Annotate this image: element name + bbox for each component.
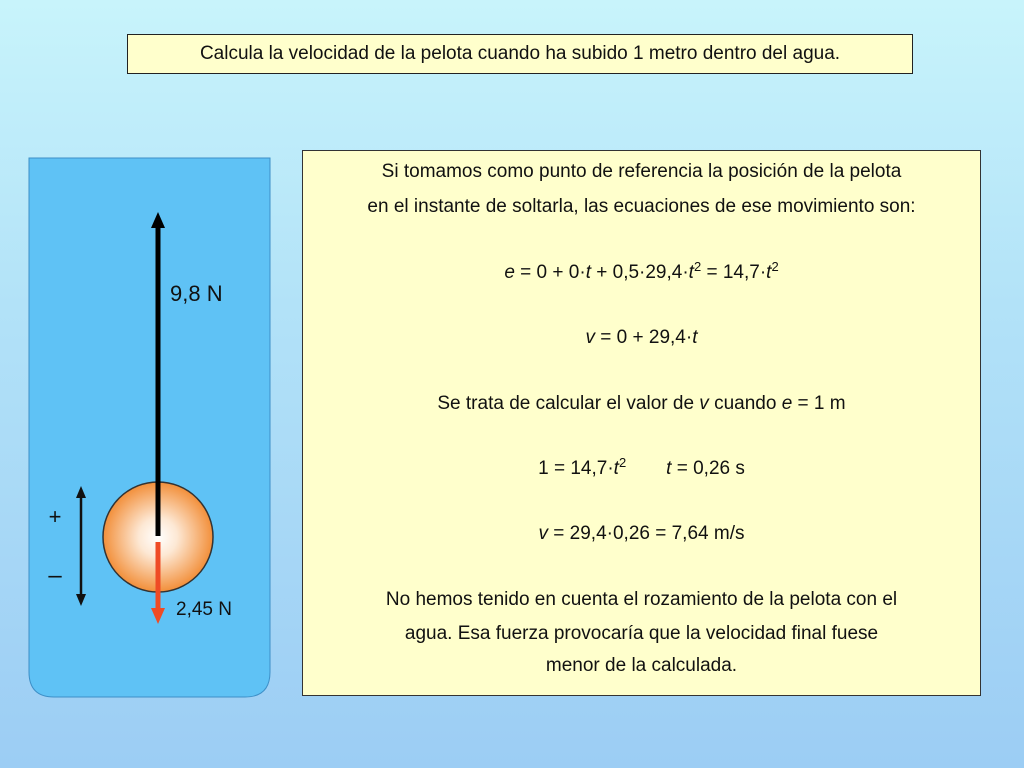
upward-force-label: 9,8 N xyxy=(170,281,223,306)
solution-box xyxy=(302,150,981,696)
position-equation: $e = 0 + 0\cdot t + 0,5\cdot 29,4\cdot t^2 = 14,7\cdot t^2$ xyxy=(504,259,779,283)
force-diagram xyxy=(0,0,300,768)
intro-line-2: en el instante de soltarla, las ecuaciones de ese movimiento son: xyxy=(367,196,916,217)
note-line-3: menor de la calculada. xyxy=(545,655,738,676)
final-velocity: v = 29,4·0,26 = 7,64 m/s xyxy=(538,523,745,544)
velocity-equation: v = 0 + 29,4·t xyxy=(585,327,698,348)
time-calculation: $1 = 14,7\cdot t^2$ t = 0,26 s xyxy=(538,455,745,479)
task-statement: Se trata de calcular el valor de v cuando e = 1 m xyxy=(437,393,846,414)
problem-statement-text: Calcula la velocidad de la pelota cuando ha subido 1 metro dentro del agua. xyxy=(199,43,841,64)
minus-sign: – xyxy=(48,562,62,589)
downward-force-label: 2,45 N xyxy=(176,599,232,620)
note-line-1: No hemos tenido en cuenta el rozamiento de la pelota con el xyxy=(385,589,898,610)
water-container xyxy=(29,158,270,697)
note-line-2: agua. Esa fuerza provocaría que la velocidad final fuese xyxy=(404,623,879,644)
plus-sign: + xyxy=(48,504,62,529)
intro-line-1: Si tomamos como punto de referencia la posición de la pelota xyxy=(381,161,902,182)
